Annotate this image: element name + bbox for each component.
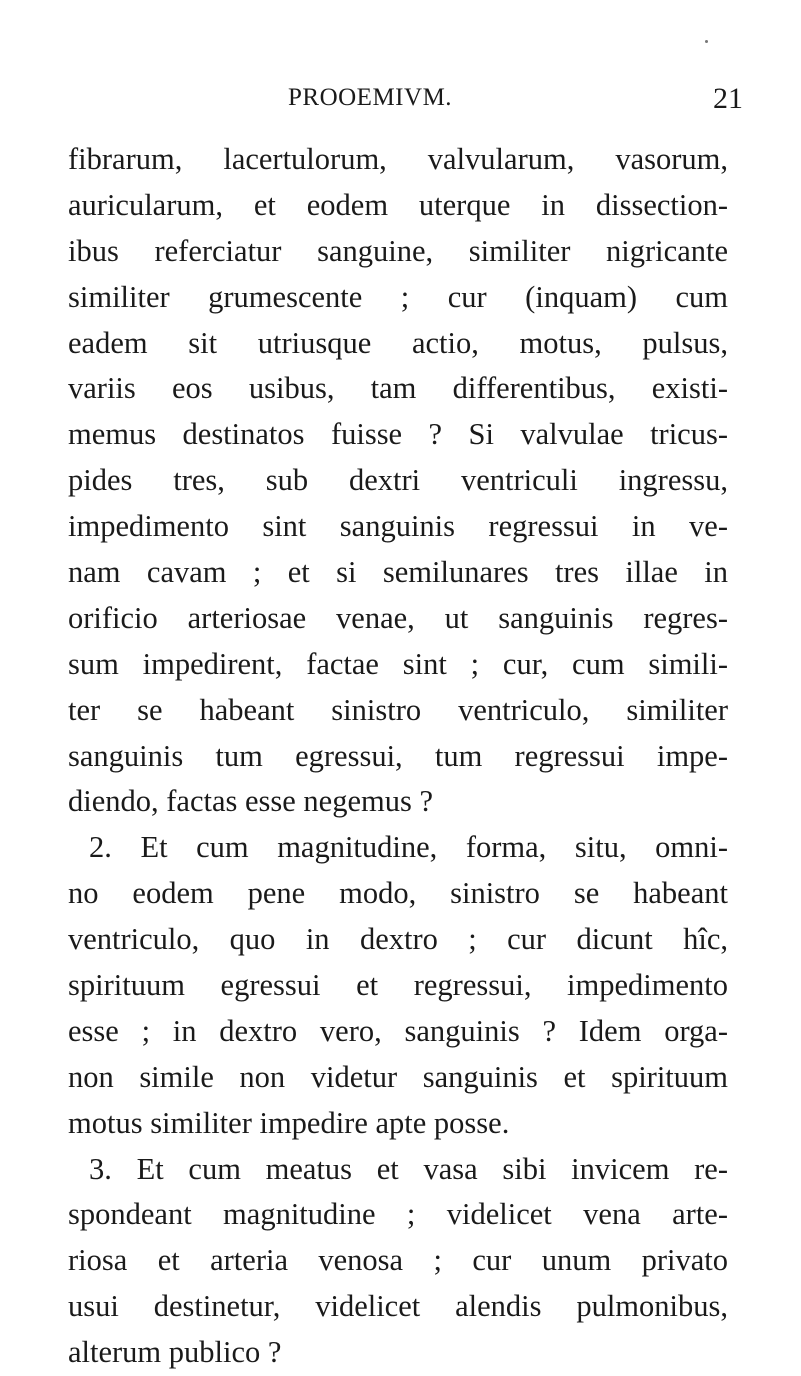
text-line: fibrarum, lacertulorum, valvularum, vasorum,	[68, 142, 728, 176]
text-line-paragraph-3: 3. Et cum meatus et vasa sibi invicem re-	[89, 1151, 728, 1186]
text-line: impedimento sint sanguinis regressui in ve-	[68, 509, 728, 544]
text-line: alterum publico ?	[68, 1335, 282, 1370]
text-line: spirituum egressui et regressui, impedimento	[68, 968, 728, 1003]
text-line: auricularum, et eodem uterque in dissection-	[68, 187, 728, 222]
text-line: no eodem pene modo, sinistro se habeant	[68, 876, 728, 911]
running-head	[0, 84, 801, 118]
text-line: orificio arteriosae venae, ut sanguinis regres-	[68, 600, 728, 635]
text-line: ter se habeant sinistro ventriculo, similiter	[68, 692, 728, 727]
text-line: spondeant magnitudine ; videlicet vena arte-	[68, 1197, 728, 1232]
text-line: diendo, factas esse negemus ?	[68, 784, 434, 819]
page-number: 21	[713, 82, 743, 115]
text-line: ibus referciatur sanguine, similiter nigricante	[68, 233, 728, 268]
text-line: esse ; in dextro vero, sanguinis ? Idem orga-	[68, 1013, 728, 1048]
running-head-title: PROOEMIVM.	[288, 84, 453, 111]
text-line: usui destinetur, videlicet alendis pulmonibus,	[68, 1289, 728, 1324]
text-line: non simile non videtur sanguinis et spirituum	[68, 1059, 728, 1094]
text-line: similiter grumescente ; cur (inquam) cum	[68, 279, 728, 314]
text-line: ventriculo, quo in dextro ; cur dicunt hîc,	[68, 922, 728, 957]
print-speck	[705, 40, 708, 43]
text-line: variis eos usibus, tam differentibus, existi-	[68, 371, 728, 406]
text-line: sum impedirent, factae sint ; cur, cum simili-	[68, 646, 728, 681]
text-line: nam cavam ; et si semilunares tres illae in	[68, 555, 728, 590]
text-line: riosa et arteria venosa ; cur unum privato	[68, 1243, 728, 1278]
text-line: memus destinatos fuisse ? Si valvulae tricus-	[68, 417, 728, 452]
text-line: sanguinis tum egressui, tum regressui impe-	[68, 738, 728, 773]
body-text	[68, 137, 728, 1376]
text-line: eadem sit utriusque actio, motus, pulsus,	[68, 325, 728, 360]
text-line-paragraph-2: 2. Et cum magnitudine, forma, situ, omni-	[89, 830, 728, 865]
text-line: pides tres, sub dextri ventriculi ingressu,	[68, 463, 728, 498]
text-line: motus similiter impedire apte posse.	[68, 1105, 510, 1140]
